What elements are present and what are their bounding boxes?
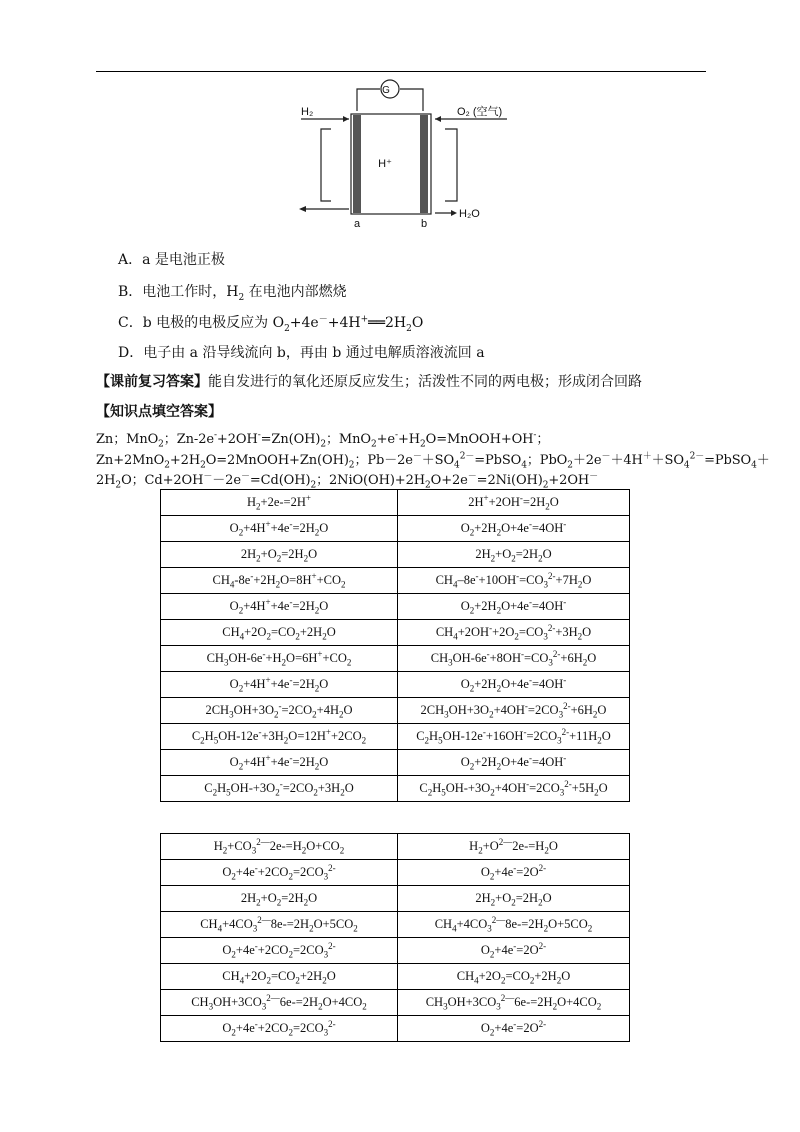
option-d: D．电子由 a 沿导线流向 b，再由 b 通过电解质溶液流回 a — [118, 345, 485, 361]
table-row — [161, 672, 630, 698]
table-cell: $H_2+O^{2—}2e-=H_2O$ — [398, 834, 630, 860]
table-row — [161, 860, 630, 886]
table-cell: $CH_3OH+3CO_3^{2—}6e-=2H_2O+4CO_2$ — [161, 990, 398, 1016]
electrolyte-label: H⁺ — [378, 158, 392, 170]
review-text: 能自发进行的氧化还原反应发生；活泼性不同的两电极；形成闭合回路 — [208, 374, 642, 390]
table-row — [161, 620, 630, 646]
table-cell: $CH_3OH-6e^-+8OH^-=CO_3^{2-}+6H_2O$ — [398, 646, 630, 672]
table-cell: $CH_3OH-6e^-+H_2O=6H^++CO_2$ — [161, 646, 398, 672]
table-cell: $C_2H_5OH-12e^-+3H_2O=12H^++2CO_2$ — [161, 724, 398, 750]
table-cell: $O_2+4H^++4e^-=2H_2O$ — [161, 516, 398, 542]
option-b: B．电池工作时，$H_2$ 在电池内部燃烧 — [118, 284, 347, 303]
table-cell: $O_2+2H_2O+4e^-=4OH^-$ — [398, 516, 630, 542]
table-cell: $CH_4+2O_2=CO_2+2H_2O$ — [161, 964, 398, 990]
table-cell: $O_2+2H_2O+4e^-=4OH^-$ — [398, 750, 630, 776]
electrode-b-label: b — [420, 218, 428, 230]
table-row — [161, 516, 630, 542]
table-cell: $O_2+4H^++4e^-=2H_2O$ — [161, 672, 398, 698]
table-row — [161, 490, 630, 516]
table-row — [161, 886, 630, 912]
top-rule — [96, 71, 706, 72]
table-cell: $C_2H_5OH-+3O_2^-=2CO_2+3H_2O$ — [161, 776, 398, 802]
table-row — [161, 776, 630, 802]
table-cell: $2H_2+O_2=2H_2O$ — [398, 542, 630, 568]
table-row — [161, 568, 630, 594]
table-row — [161, 542, 630, 568]
table-cell: $O_2+4e^-=2O^{2-}$ — [398, 1016, 630, 1042]
table-cell: $2CH_3OH+3O_2+4OH^-=2CO_3^{2-}+6H_2O$ — [398, 698, 630, 724]
equation-table-1 — [160, 489, 630, 802]
table-cell: $CH_4+2O_2=CO_2+2H_2O$ — [398, 964, 630, 990]
table-row — [161, 938, 630, 964]
table-cell: $CH_4+2O_2=CO_2+2H_2O$ — [161, 620, 398, 646]
option-c: C．b 电极的电极反应为 $O_2+4e^-+4H^+══2H_2O$ — [118, 314, 424, 334]
review-answer — [96, 373, 642, 391]
h2-label: H₂ — [301, 106, 314, 118]
table-row — [161, 646, 630, 672]
table-row — [161, 834, 630, 860]
o2-label: O₂ (空气) — [457, 106, 503, 118]
knowledge-line-3: $2H_2O$；$Cd+2OH^--2e^-=Cd(OH)_2$；$2NiO(OH)+2H_2O+2e^-=2Ni(OH)_2+2OH^-$ — [96, 471, 599, 491]
table-cell: $O_2+4e^-=2O^{2-}$ — [398, 860, 630, 886]
knowledge-line-1: Zn；MnO$_2$；$Zn-2e^-+2OH^-=Zn(OH)_2$；$MnO_2+e^-+H_2O=MnOOH+OH^-$； — [96, 430, 550, 450]
table-row — [161, 594, 630, 620]
option-a: A．a 是电池正极 — [118, 252, 225, 268]
table-cell: $CH_4+2OH^-+2O_2=CO_3^{2-}+3H_2O$ — [398, 620, 630, 646]
table-row — [161, 1016, 630, 1042]
knowledge-line-2: $Zn+2MnO_2+2H_2O=2MnOOH+Zn(OH)_2$；$Pb-2e^-+SO_4^{2-}=PbSO_4$；$PbO_2+2e^-+4H^++SO_4^{2-}=PbSO_4+$ — [96, 451, 770, 471]
table-row — [161, 964, 630, 990]
table-row — [161, 724, 630, 750]
table-cell: $2H_2+O_2=2H_2O$ — [161, 542, 398, 568]
table-cell: $2H_2+O_2=2H_2O$ — [398, 886, 630, 912]
table-cell: $CH_4-8e^-+10OH^-=CO_3^{2-}+7H_2O$ — [398, 568, 630, 594]
table-cell: $C_2H_5OH-+3O_2+4OH^-=2CO_3^{2-}+5H_2O$ — [398, 776, 630, 802]
review-heading: 【课前复习答案】 — [96, 374, 208, 390]
table-cell: $CH_4+4CO_3^{2—}8e-=2H_2O+5CO_2$ — [161, 912, 398, 938]
table-cell: $C_2H_5OH-12e^-+16OH^-=2CO_3^{2-}+11H_2O$ — [398, 724, 630, 750]
table-cell: $H_2+CO_3^{2—}2e-=H_2O+CO_2$ — [161, 834, 398, 860]
table-cell: $2H_2+O_2=2H_2O$ — [161, 886, 398, 912]
table-row — [161, 750, 630, 776]
electrode-a-label: a — [353, 218, 361, 230]
knowledge-heading: 【知识点填空答案】 — [96, 404, 222, 420]
table-cell: $O_2+4e^-+2CO_2=2CO_3^{2-}$ — [161, 938, 398, 964]
table-cell: $O_2+4e^-+2CO_2=2CO_3^{2-}$ — [161, 860, 398, 886]
table-cell: $O_2+2H_2O+4e^-=4OH^-$ — [398, 672, 630, 698]
table-cell: $CH_3OH+3CO_3^{2—}6e-=2H_2O+4CO_2$ — [398, 990, 630, 1016]
table-cell: $O_2+4e^-+2CO_2=2CO_3^{2-}$ — [161, 1016, 398, 1042]
electrode-a — [353, 115, 361, 213]
table-row — [161, 912, 630, 938]
equation-table-2 — [160, 833, 630, 1042]
table-cell: $O_2+2H_2O+4e^-=4OH^-$ — [398, 594, 630, 620]
meter-label: G — [382, 85, 390, 96]
table-row — [161, 698, 630, 724]
electrode-b — [420, 115, 428, 213]
table-cell: $O_2+4e^-=2O^{2-}$ — [398, 938, 630, 964]
table-cell: $O_2+4H^++4e^-=2H_2O$ — [161, 594, 398, 620]
h2o-label: H₂O — [459, 208, 480, 220]
table-row — [161, 990, 630, 1016]
table-cell: $O_2+4H^++4e^-=2H_2O$ — [161, 750, 398, 776]
table-cell: $CH_4-8e^-+2H_2O=8H^++CO_2$ — [161, 568, 398, 594]
fuel-cell-diagram — [295, 79, 515, 239]
table-cell: $2CH_3OH+3O_2^-=2CO_2+4H_2O$ — [161, 698, 398, 724]
table-cell: $H_2+2e-=2H^+$ — [161, 490, 398, 516]
table-cell: $2H^++2OH^-=2H_2O$ — [398, 490, 630, 516]
table-cell: $CH_4+4CO_3^{2—}8e-=2H_2O+5CO_2$ — [398, 912, 630, 938]
